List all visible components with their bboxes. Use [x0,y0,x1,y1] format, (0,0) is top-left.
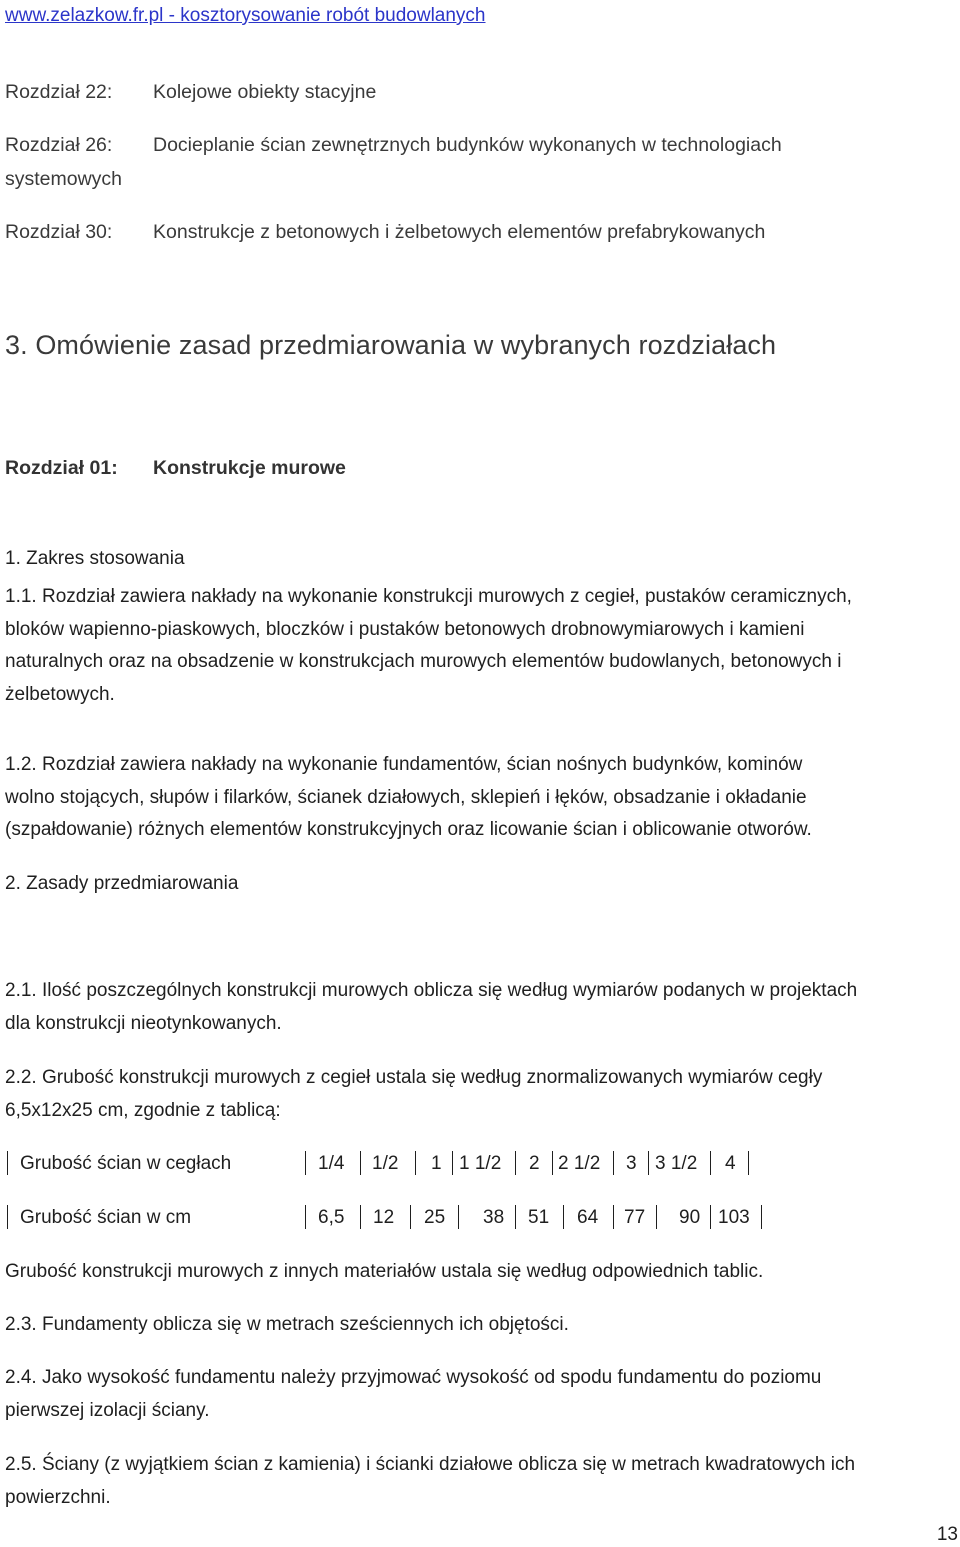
paragraph-line: bloków wapienno-piaskowych, bloczków i pustaków betonowych drobnowymiarowych i kamieni [5,618,805,640]
paragraph-line: 2.1. Ilość poszczególnych konstrukcji murowych oblicza się według wymiarów podanych w projektach [5,980,858,1001]
table-divider [656,1205,657,1229]
table-cell: 4 [725,1153,736,1174]
table-cell: 6,5 [318,1207,345,1228]
chapter-30-label: Rozdział 30: [5,221,113,243]
table-divider [648,1151,649,1175]
paragraph-other-materials: Grubość konstrukcji murowych z innych materiałów ustala się według odpowiednich tablic. [5,1261,764,1282]
paragraph-line: naturalnych oraz na obsadzenie w konstrukcjach murowych elementów budowlanych, betonowych i [5,651,842,673]
table-cell: 1/4 [318,1153,345,1174]
table-cell: 64 [577,1207,599,1228]
chapter-30-title: Konstrukcje z betonowych i żelbetowych elementów prefabrykowanych [153,221,766,243]
paragraph-2-3: 2.3. Fundamenty oblicza się w metrach sześciennych ich objętości. [5,1314,569,1335]
paragraph-line: powierzchni. [5,1486,111,1508]
paragraph-line: 2.2. Grubość konstrukcji murowych z cegieł ustala się według znormalizowanych wymiarów cegły [5,1067,823,1088]
page-number: 13 [936,1524,958,1545]
chapter-22-title: Kolejowe obiekty stacyjne [153,81,377,103]
paragraph-line: 2.5. Ściany (z wyjątkiem ścian z kamienia) i ścianki działowe oblicza się w metrach kwadratowych ich [5,1454,856,1475]
table-divider [515,1205,516,1229]
table-divider [710,1205,711,1229]
table-divider [761,1205,762,1229]
paragraph-line: pierwszej izolacji ściany. [5,1399,210,1421]
paragraph-2-1 [5,975,960,1040]
chapter-22-label: Rozdział 22: [5,81,113,103]
paragraph-line: 6,5x12x25 cm, zgodnie z tablicą: [5,1099,281,1121]
paragraph-line: żelbetowych. [5,683,115,705]
paragraph-line: 1.1. Rozdział zawiera nakłady na wykonanie konstrukcji murowych z cegieł, pustaków ceramicznych, [5,586,852,607]
paragraph-line: (szpałdowanie) różnych elementów konstrukcyjnych oraz licowanie ścian i oblicowanie otworów. [5,819,812,841]
table-row-label: Grubość ścian w cm [20,1207,192,1228]
paragraph-2-4 [5,1362,960,1427]
section-heading: 3. Omówienie zasad przedmiarowania w wybranych rozdziałach [5,330,777,360]
table-cell: 51 [528,1207,550,1228]
table-divider [613,1205,614,1229]
table-divider [360,1205,361,1229]
table-cell: 1 [431,1153,442,1174]
table-divider [7,1205,8,1229]
table-cell: 1 1/2 [459,1153,502,1174]
table-cell: 77 [624,1207,646,1228]
table-divider [458,1205,459,1229]
table-divider [552,1151,553,1175]
header-link[interactable]: www.zelazkow.fr.pl - kosztorysowanie robót budowlanych [5,5,486,26]
chapter-01-title: Konstrukcje murowe [153,457,346,479]
table-cell: 2 1/2 [558,1153,601,1174]
table-cell: 1/2 [372,1153,399,1174]
table-divider [360,1151,361,1175]
table-cell: 90 [679,1207,701,1228]
table-divider [305,1205,306,1229]
chapter-26-label: Rozdział 26: [5,134,113,156]
scope-heading: 1. Zakres stosowania [5,548,185,569]
table-divider [7,1151,8,1175]
table-divider [710,1151,711,1175]
table-divider [452,1151,453,1175]
table-divider [515,1151,516,1175]
table-divider [410,1205,411,1229]
table-divider [748,1151,749,1175]
paragraph-1-2 [5,749,960,847]
table-cell: 3 1/2 [655,1153,698,1174]
table-cell: 2 [529,1153,540,1174]
table-divider [415,1151,416,1175]
paragraph-line: dla konstrukcji nieotynkowanych. [5,1012,282,1034]
paragraph-2-5 [5,1449,960,1514]
chapter-01-label: Rozdział 01: [5,457,118,479]
paragraph-2-2 [5,1062,960,1127]
thickness-table-row-bricks [5,1153,960,1177]
table-divider [305,1151,306,1175]
table-divider [563,1205,564,1229]
table-cell: 25 [424,1207,446,1228]
thickness-table-row-cm [5,1207,960,1231]
rules-heading: 2. Zasady przedmiarowania [5,873,239,894]
paragraph-1-1 [5,581,960,711]
table-row-label: Grubość ścian w cegłach [20,1153,232,1174]
paragraph-line: 2.4. Jako wysokość fundamentu należy przyjmować wysokość od spodu fundamentu do poziomu [5,1367,822,1388]
table-divider [613,1151,614,1175]
paragraph-line: 1.2. Rozdział zawiera nakłady na wykonanie fundamentów, ścian nośnych budynków, kominów [5,754,803,775]
chapter-26-title-continuation: systemowych [5,168,123,190]
table-cell: 12 [373,1207,395,1228]
table-cell: 3 [626,1153,637,1174]
table-cell: 103 [718,1207,750,1228]
chapter-26-title: Docieplanie ścian zewnętrznych budynków wykonanych w technologiach [153,134,782,156]
table-cell: 38 [483,1207,505,1228]
paragraph-line: wolno stojących, słupów i filarków, ścianek działowych, sklepień i łęków, obsadzanie i okładanie [5,786,807,808]
